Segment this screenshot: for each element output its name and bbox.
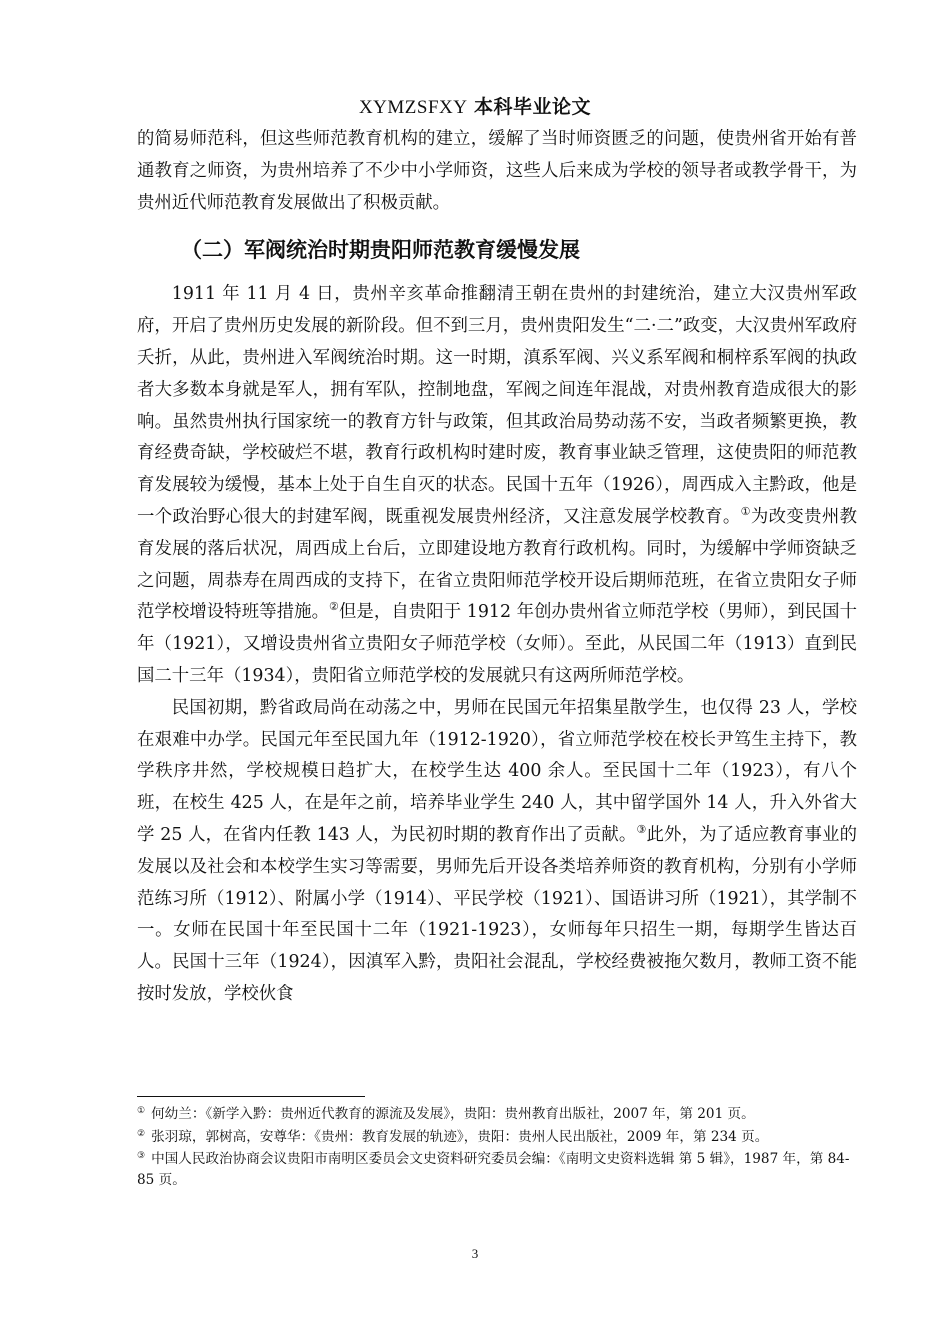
footnote-mark: ③ bbox=[137, 1151, 146, 1161]
footnote-ref-2[interactable]: ② bbox=[329, 600, 339, 614]
footnote-ref-3[interactable]: ③ bbox=[636, 822, 647, 836]
paragraph-text: 民国初期，黔省政局尚在动荡之中，男师在民国元年招集星散学生，也仅得 23 人，学校在艰难中办学。民国元年至民国九年（1912-1920），省立师范学校在校长尹笃生主持下，教学秩序井然，学校规模日趋扩大，在校学生达 400 余人。至民国十二年（1923），有八个班，在校生 425 人，在是年之前，培养毕业学生 240 人，其中留学国外 14 人，升入外省大学 25 人，在省内任教 143 人，为民初时期的教育作出了贡献。 bbox=[137, 697, 857, 845]
footnote-mark: ① bbox=[137, 1106, 146, 1116]
footnote-divider bbox=[137, 1096, 365, 1097]
paragraph-continuation: 的简易师范科，但这些师范教育机构的建立，缓解了当时师资匮乏的问题，使贵州省开始有普通教育之师资，为贵州培养了不少中小学师资，这些人后来成为学校的领导者或教学骨干，为贵州近代师范教育发展做出了积极贡献。 bbox=[137, 129, 857, 213]
paragraph-text: 此外，为了适应教育事业的发展以及社会和本校学生实习等需要，男师先后开设各类培养师资的教育机构，分别有小学师范练习所（1912）、附属小学（1914）、平民学校（1921）、国语讲习所（1921），其学制不一。女师在民国十年至民国十二年（1921-1923），女师每年只招生一期，每期学生皆达百人。民国十三年（1924），因滇军入黔，贵阳社会混乱，学校经费被拖欠数月，教师工资不能按时发放，学校伙食 bbox=[137, 824, 857, 1004]
footnote-1 bbox=[137, 1104, 857, 1125]
page-number: 3 bbox=[471, 1246, 479, 1261]
footnote-mark: ② bbox=[137, 1128, 146, 1139]
page-header bbox=[0, 92, 950, 119]
paragraph-text: 为改变贵州教育发展的落后状况，周西成上台后，立即建设地方教育行政机构。同时，为缓解中学师资缺乏之问题，周恭寿在周西成的支持下，在省立贵阳师范学校开设后期师范班，在省立贵阳女子师范学校增设特班等措施。 bbox=[137, 506, 857, 623]
header-school-code: XYMZSFXY bbox=[358, 97, 468, 118]
paragraph-early-republic bbox=[137, 693, 857, 1011]
section-title: （二）军阀统治时期贵阳师范教育缓慢发展 bbox=[181, 238, 580, 263]
footnote-text: 中国人民政治协商会议贵阳市南明区委员会文史资料研究委员会编：《南明文史资料选辑 第 5 辑》，1987 年，第 84-85 页。 bbox=[137, 1151, 850, 1188]
footnote-text: 何幼兰：《新学入黔：贵州近代教育的源流及发展》，贵阳：贵州教育出版社，2007 年，第 201 页。 bbox=[151, 1106, 755, 1122]
footnote-ref-1[interactable]: ① bbox=[740, 504, 751, 518]
header-thesis-label: 本科毕业论文 bbox=[474, 96, 592, 118]
footnote-text: 张羽琼，郭树高，安尊华：《贵州：教育发展的轨迹》，贵阳：贵州人民出版社，2009 年，第 234 页。 bbox=[151, 1128, 769, 1145]
footnote-2 bbox=[137, 1127, 857, 1148]
paragraph-text: 但是，自贵阳于 1912 年创办贵州省立师范学校（男师），到民国十年（1921），又增设贵州省立贵阳女子师范学校（女师）。至此，从民国二年（1913）直到民国二十三年（1934），贵阳省立师范学校的发展就只有这两所师范学校。 bbox=[137, 602, 857, 686]
footnotes bbox=[137, 1104, 857, 1192]
paragraph-warlord-era bbox=[137, 279, 857, 692]
footnote-3 bbox=[137, 1149, 857, 1190]
paragraph-text: 1911 年 11 月 4 日，贵州辛亥革命推翻清王朝在贵州的封建统治，建立大汉贵州军政府，开启了贵州历史发展的新阶段。但不到三月，贵州贵阳发生“二·二”政变，大汉贵州军政府夭折，从此，贵州进入军阀统治时期。这一时期，滇系军阀、兴义系军阀和桐梓系军阀的执政者大多数本身就是军人，拥有军队，控制地盘，军阀之间连年混战，对贵州教育造成很大的影响。虽然贵州执行国家统一的教育方针与政策，但其政治局势动荡不安，当政者频繁更换，教育经费奇缺，学校破烂不堪，教育行政机构时建时废，教育事业缺乏管理，这使贵阳的师范教育发展较为缓慢，基本上处于自生自灭的状态。民国十五年（1926），周西成入主黔政，他是一个政治野心很大的封建军阀，既重视发展贵州经济，又注意发展学校教育。 bbox=[137, 284, 857, 527]
body-text bbox=[137, 124, 857, 1011]
